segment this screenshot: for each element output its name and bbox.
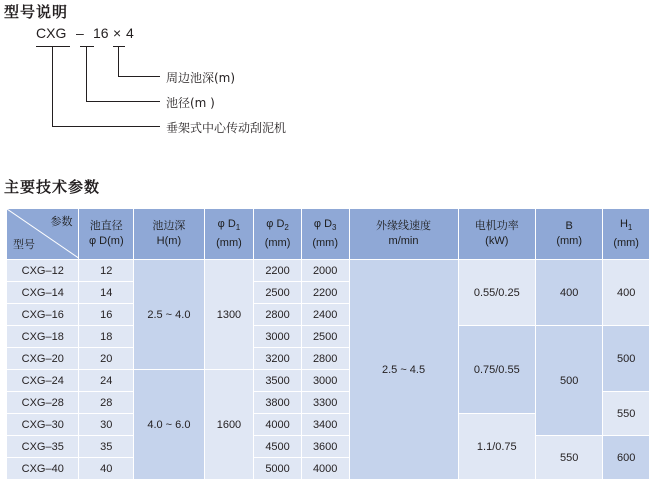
cell-d2: 4500 <box>254 436 302 458</box>
cell-model: CXG–12 <box>7 260 79 282</box>
cell-d3: 2500 <box>301 326 349 348</box>
cell-power-c: 1.1/0.75 <box>458 414 535 480</box>
cell-b-a: 400 <box>536 260 603 326</box>
bracket-depth-horizontal <box>118 76 160 77</box>
cell-d2: 4000 <box>254 414 302 436</box>
cell-diameter: 40 <box>79 458 134 480</box>
header-model: 型号 <box>13 239 35 251</box>
cell-d2: 3800 <box>254 392 302 414</box>
cell-d3: 2800 <box>301 348 349 370</box>
cell-power-b: 0.75/0.55 <box>458 326 535 414</box>
code-diameter: 16 <box>93 25 109 41</box>
header-d3: φ $D_3$ (mm) <box>301 209 349 260</box>
cell-model: CXG–40 <box>7 458 79 480</box>
cell-diameter: 14 <box>79 282 134 304</box>
code-prefix: CXG <box>36 25 67 41</box>
header-power: 电机功率 (kW) <box>458 209 535 260</box>
header-depth: 池边深 H(m) <box>134 209 205 260</box>
cell-diameter: 35 <box>79 436 134 458</box>
header-d2: φ $D_2$ (mm) <box>254 209 302 260</box>
cell-d3: 3400 <box>301 414 349 436</box>
bracket-dia-underline <box>80 46 94 47</box>
cell-model: CXG–30 <box>7 414 79 436</box>
header-diameter: 池直径 φ D(m) <box>79 209 134 260</box>
model-description-title: 型号说明 <box>4 3 69 21</box>
bracket-prefix-underline <box>36 46 70 47</box>
bracket-name-horizontal <box>52 126 160 127</box>
cell-d3: 3300 <box>301 392 349 414</box>
cell-d2: 3500 <box>254 370 302 392</box>
cell-diameter: 20 <box>79 348 134 370</box>
legend-diameter: 池径(m ) <box>166 96 215 110</box>
table-row <box>7 326 650 348</box>
bracket-name-vertical <box>52 46 53 126</box>
cell-model: CXG–28 <box>7 392 79 414</box>
table-header-row <box>7 209 650 260</box>
cell-d3: 3000 <box>301 370 349 392</box>
cell-d2: 3000 <box>254 326 302 348</box>
header-d1: φ $D_1$ (mm) <box>204 209 254 260</box>
cell-h1-c: 550 <box>603 392 650 436</box>
cell-diameter: 12 <box>79 260 134 282</box>
table-row <box>7 260 650 282</box>
cell-diameter: 28 <box>79 392 134 414</box>
cell-d2: 2500 <box>254 282 302 304</box>
specs-table <box>6 208 650 480</box>
cell-model: CXG–18 <box>7 326 79 348</box>
cell-depth-a: 2.5 ~ 4.0 <box>134 260 205 370</box>
cell-diameter: 24 <box>79 370 134 392</box>
code-depth: 4 <box>126 25 134 41</box>
cell-d2: 5000 <box>254 458 302 480</box>
cell-model: CXG–16 <box>7 304 79 326</box>
cell-d2: 2200 <box>254 260 302 282</box>
cell-b-c: 550 <box>536 436 603 480</box>
bracket-dia-vertical <box>86 46 87 101</box>
cell-diameter: 16 <box>79 304 134 326</box>
cell-diameter: 30 <box>79 414 134 436</box>
cell-d3: 2200 <box>301 282 349 304</box>
code-dash: – <box>76 25 84 41</box>
cell-d3: 2000 <box>301 260 349 282</box>
header-param: 参数 <box>50 216 73 228</box>
cell-d1-a: 1300 <box>204 260 254 370</box>
cell-h1-b: 500 <box>603 326 650 392</box>
cell-d3: 4000 <box>301 458 349 480</box>
legend-depth: 周边池深(m) <box>166 71 236 85</box>
cell-depth-b: 4.0 ~ 6.0 <box>134 370 205 480</box>
cell-d3: 3600 <box>301 436 349 458</box>
cell-model: CXG–35 <box>7 436 79 458</box>
code-times: × <box>113 25 122 41</box>
cell-model: CXG–24 <box>7 370 79 392</box>
header-speed: 外缘线速度 m/min <box>349 209 458 260</box>
table-row <box>7 436 650 458</box>
cell-d3: 2400 <box>301 304 349 326</box>
header-b: B (mm) <box>536 209 603 260</box>
legend-name: 垂架式中心传动刮泥机 <box>166 121 287 135</box>
cell-power-a: 0.55/0.25 <box>458 260 535 326</box>
bracket-dia-horizontal <box>86 101 160 102</box>
bracket-depth-vertical <box>118 46 119 76</box>
bracket-depth-underline <box>113 46 125 47</box>
cell-h1-d: 600 <box>603 436 650 480</box>
cell-model: CXG–20 <box>7 348 79 370</box>
cell-b-b: 500 <box>536 326 603 436</box>
cell-d2: 3200 <box>254 348 302 370</box>
cell-model: CXG–14 <box>7 282 79 304</box>
cell-speed: 2.5 ~ 4.5 <box>349 260 458 480</box>
cell-d1-b: 1600 <box>204 370 254 480</box>
header-diagonal-cell <box>7 209 79 260</box>
header-h1: $H_1$ (mm) <box>603 209 650 260</box>
technical-params-title: 主要技术参数 <box>4 178 101 196</box>
cell-d2: 2800 <box>254 304 302 326</box>
cell-h1-a: 400 <box>603 260 650 326</box>
cell-diameter: 18 <box>79 326 134 348</box>
